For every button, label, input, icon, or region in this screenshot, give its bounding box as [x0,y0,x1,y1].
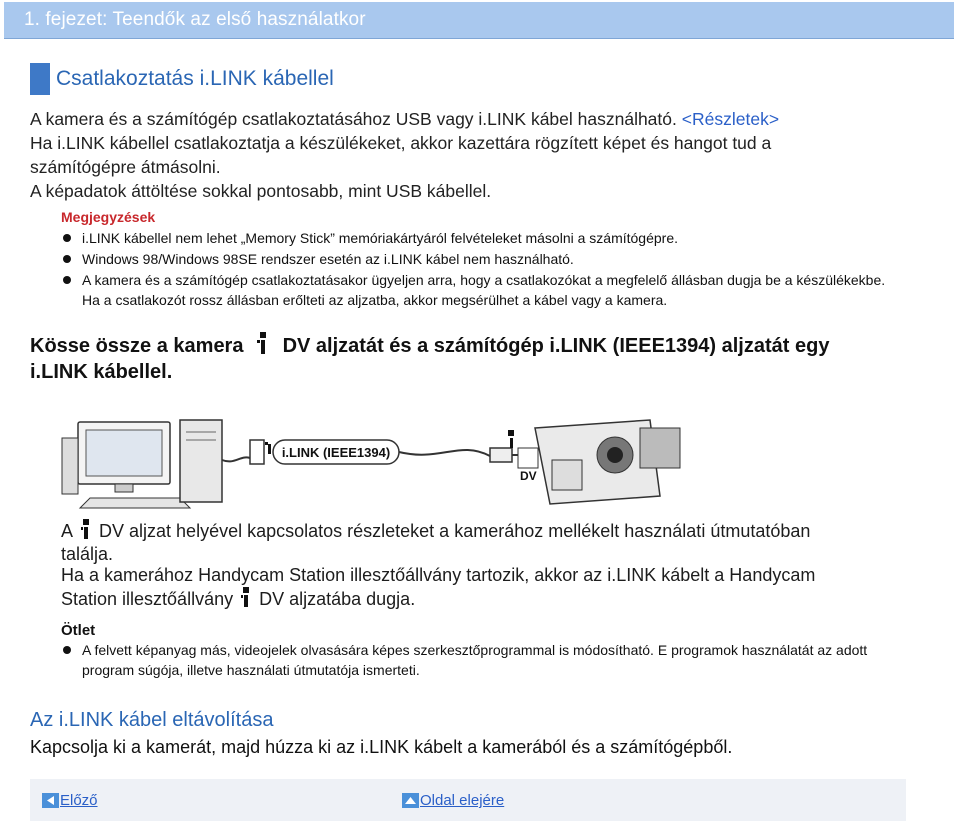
camcorder-icon [535,420,680,504]
step-text-3: i.LINK kábellel. [30,361,173,383]
top-button[interactable] [402,792,504,809]
tip-title: Ötlet [61,622,96,639]
body-paragraph-2 [61,564,815,611]
bullet-icon [63,276,71,284]
intro-line-3: számítógépre átmásolni. [30,157,221,177]
step-text-2: DV aljzatát és a számítógép i.LINK (IEEE1394) aljzatát egy [282,335,830,357]
ilink-icon [241,587,251,607]
ilink-icon [81,519,91,539]
ilink-icon [257,332,269,354]
intro-text-1: A kamera és a számítógép csatlakoztatásához USB vagy i.LINK kábel használható. [30,109,677,129]
step-instruction [30,332,910,385]
note-text: Windows 98/Windows 98SE rendszer esetén az i.LINK kábel nem használható. [82,251,574,267]
arrow-left-icon [42,793,59,808]
removal-text: Kapcsolja ki a kamerát, majd húzza ki az i.LINK kábelt a kamerából és a számítógépből. [30,737,733,757]
list-item [60,270,890,310]
bullet-icon [63,255,71,263]
details-link[interactable]: <Részletek> [681,109,780,129]
dv-label: DV [520,469,537,483]
chapter-header [4,2,954,39]
list-item [60,228,890,248]
step-text-1: Kösse össze a kamera [30,335,244,357]
intro-line-2: Ha i.LINK kábellel csatlakoztatja a készülékeket, akkor kazettára rögzített képet és hangot tud a [30,133,772,153]
intro-line-1 [30,107,779,131]
cable-label: i.LINK (IEEE1394) [281,445,391,460]
body-text-1b: DV aljzat helyével kapcsolatos részleteket a kamerához mellékelt használati útmutatóban [99,521,811,541]
section-title [30,62,334,96]
body-text-1a: A [61,521,74,541]
list-item [60,640,890,680]
connection-illustration [60,400,700,510]
prev-label[interactable]: Előző [60,792,98,809]
note-text: A kamera és a számítógép csatlakoztatásakor ügyeljen arra, hogy a csatlakozókat a megfelelő állásban dugja be a készülékekbe. Ha a csatlakozót rossz állásban erőlteti az aljzatba, akkor megsérülhet a kábel vagy a kamera. [82,272,886,308]
computer-icon [62,420,222,508]
notes-list [60,228,890,310]
removal-title: Az i.LINK kábel eltávolítása [30,709,274,731]
body-text-1c: találja. [61,544,114,564]
list-item [60,249,890,269]
prev-button[interactable] [42,792,98,809]
body-text-2a: Ha a kamerához Handycam Station illesztőállvány tartozik, akkor az i.LINK kábelt a Handycam [61,565,816,585]
top-label[interactable]: Oldal elejére [420,792,505,809]
bullet-icon [63,646,71,654]
chapter-title: 1. fejezet: Teendők az első használatkor [24,9,366,30]
intro-line-4: A képadatok áttöltése sokkal pontosabb, mint USB kábellel. [30,181,492,201]
notes-title: Megjegyzések [61,209,156,225]
tip-list [60,640,890,680]
bullet-icon [63,234,71,242]
footer-nav [30,779,906,821]
ilink-icon [508,430,514,448]
body-text-2c: DV aljzatába dugja. [259,589,416,609]
ilink-icon [265,442,271,454]
tip-text: A felvett képanyag más, videojelek olvasására képes szerkesztőprogrammal is módosítható. E programok használatát az adott program súgója, illetve használati útmutatója ismerteti. [82,642,868,678]
section-title-text: Csatlakoztatás i.LINK kábellel [56,67,334,90]
note-text: i.LINK kábellel nem lehet „Memory Stick” memóriakártyáról felvételeket másolni a számítógépre. [82,230,679,246]
body-text-2b: Station illesztőállvány [61,589,234,609]
arrow-up-icon [402,793,419,808]
body-paragraph-1 [61,519,810,566]
section-marker [30,63,50,95]
